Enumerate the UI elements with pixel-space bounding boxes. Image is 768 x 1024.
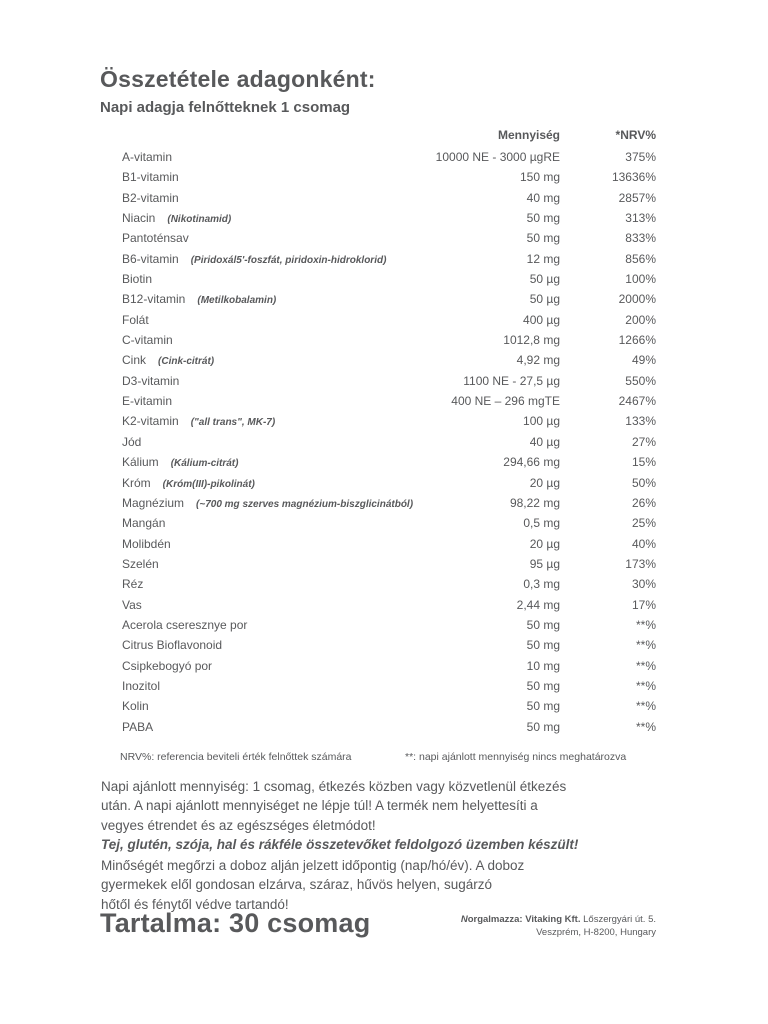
ingredient-nrv: 17% [631,597,656,612]
ingredient-amount: 10 mg [526,658,560,673]
ingredient-name-cell [122,228,430,248]
storage-paragraph [101,856,701,914]
ingredient-note: ("all trans", MK-7) [190,417,276,429]
page-subtitle: Napi adagja felnőtteknek 1 csomag [100,99,351,116]
ingredient-nrv: 2000% [618,292,656,307]
ingredient-name: Szelén [122,556,159,571]
text-line: Minőségét megőrzi a doboz alján jelzett időpontig (nap/hó/év). A doboz [101,858,525,873]
ingredient-name: B2-vitamin [122,190,179,205]
footnote-asterisk: **: napi ajánlott mennyiség nincs meghatározva [405,751,627,763]
table-row [122,534,656,554]
ingredient-nrv: **% [635,678,656,693]
distributor-address2: Veszprém, H-8200, Hungary [536,927,656,938]
distributor-address1: Lőszergyári út. 5. [583,914,656,925]
ingredient-amount: 50 µg [529,272,560,287]
table-row [122,635,656,655]
ingredient-name-cell [122,188,430,208]
ingredient-name-cell [122,513,430,533]
ingredient-nrv: 2467% [618,394,656,409]
ingredient-name: Pantoténsav [122,231,189,246]
header-amount: Mennyiség [497,128,560,142]
text-line: gyermekek elől gondosan elzárva, száraz, hűvös helyen, sugárzó [101,877,492,893]
ingredient-nrv: 26% [631,495,656,510]
distributor-info [461,913,656,939]
ingredient-amount: 40 µg [529,434,560,449]
ingredient-name-cell [122,615,430,635]
text-line: vegyes étrendet és az egészséges életmódot! [101,817,376,833]
ingredients-table-body [122,147,656,737]
table-row [122,696,656,716]
ingredient-amount: 10000 NE - 3000 µgRE [435,150,560,164]
ingredient-nrv: 550% [625,373,656,388]
ingredient-nrv: 200% [625,312,656,327]
ingredient-name-cell [122,696,430,716]
ingredient-name: Csipkebogyó por [122,658,213,673]
ingredient-amount: 1012,8 mg [503,333,560,348]
table-row [122,554,656,574]
ingredient-nrv: 375% [625,150,656,164]
ingredient-name: Króm [122,475,151,490]
ingredient-note: (Piridoxál5'-foszfát, piridoxin-hidroklorid) [190,254,387,266]
ingredient-nrv: 49% [631,353,656,368]
ingredient-name: Niacin [122,211,156,226]
ingredient-name-cell [122,350,430,372]
ingredient-name: Vas [122,597,142,612]
ingredient-name-cell [122,330,430,350]
ingredient-amount: 400 µg [523,312,560,327]
ingredient-name: Biotin [122,272,153,287]
ingredient-nrv: 1266% [618,333,656,348]
ingredient-amount: 20 µg [529,536,560,551]
ingredient-nrv: 313% [625,211,656,226]
table-row [122,350,656,370]
header-nrv: *NRV% [615,128,656,142]
ingredient-nrv: **% [635,699,656,714]
ingredient-name-cell [122,167,430,187]
ingredient-amount: 50 mg [526,678,560,693]
table-row [122,411,656,431]
table-row [122,513,656,533]
ingredient-amount: 50 mg [526,231,560,246]
ingredient-nrv: **% [635,658,656,673]
ingredient-name: Réz [122,577,144,592]
ingredient-name: Cink [122,353,147,368]
ingredient-name: B12-vitamin [122,292,186,307]
table-row [122,391,656,411]
contents-title: Tartalma: 30 csomag [100,908,371,938]
ingredient-nrv: 40% [631,536,656,551]
ingredient-name: Kálium [122,455,159,470]
ingredient-amount: 0,5 mg [523,516,560,531]
table-row [122,269,656,289]
ingredient-name-cell [122,249,430,271]
ingredient-note: (~700 mg szerves magnézium-biszglicinátból) [196,498,414,510]
ingredient-amount: 150 mg [519,170,560,185]
ingredient-note: (Kálium-citrát) [170,458,239,470]
ingredient-name-cell [122,452,430,474]
ingredient-name: Magnézium [122,495,185,510]
ingredients-table-header [122,125,656,145]
ingredient-name-cell [122,432,430,452]
ingredient-name-cell [122,391,430,411]
ingredient-amount: 98,22 mg [509,495,560,510]
ingredient-name-cell [122,310,430,330]
text-line: után. A napi ajánlott mennyiséget ne lépje túl! A termék nem helyettesíti a [101,798,538,814]
ingredient-amount: 50 mg [526,699,560,714]
ingredient-name: Folát [122,312,149,327]
ingredient-note: (Cink-citrát) [158,356,215,368]
footnote-nrv: NRV%: referencia beviteli érték felnőttek számára [120,751,352,763]
ingredient-name-cell [122,595,430,615]
usage-paragraph [101,777,701,854]
ingredient-name-cell [122,574,430,594]
ingredient-name: E-vitamin [122,394,173,409]
table-row [122,595,656,615]
ingredient-note: (Nikotinamid) [167,214,232,226]
table-row [122,289,656,309]
ingredient-name: PABA [122,719,154,734]
table-row [122,188,656,208]
ingredient-name-cell [122,473,430,495]
table-row [122,676,656,696]
ingredient-name-cell [122,289,430,311]
ingredient-nrv: 13636% [611,170,656,185]
ingredient-amount: 4,92 mg [516,353,560,368]
ingredient-nrv: 173% [625,556,656,571]
ingredient-nrv: 833% [625,231,656,246]
ingredient-note: (Metilkobalamin) [197,295,277,307]
ingredient-nrv: 30% [631,577,656,592]
ingredient-nrv: 15% [631,455,656,470]
table-row [122,452,656,472]
table-row [122,330,656,350]
ingredient-name: Citrus Bioflavonoid [122,638,223,653]
ingredient-name-cell [122,717,430,737]
table-row [122,147,656,167]
ingredient-amount: 50 µg [529,292,560,307]
ingredient-amount: 0,3 mg [523,577,560,592]
table-row [122,208,656,228]
text-line: hőtől és fénytől védve tartandó! [101,896,289,912]
table-row [122,249,656,269]
ingredient-amount: 50 mg [526,617,560,632]
ingredient-amount: 400 NE – 296 mgTE [451,394,560,409]
ingredient-nrv: 25% [631,516,656,531]
table-row [122,615,656,635]
text-line: Napi ajánlott mennyiség: 1 csomag, étkezés közben vagy közvetlenül étkezés [101,779,567,794]
ingredient-name-cell [122,656,430,676]
ingredient-name: C-vitamin [122,333,173,348]
ingredient-name-cell [122,554,430,574]
ingredient-amount: 1100 NE - 27,5 µg [463,373,560,388]
ingredient-name-cell [122,371,430,391]
distributor-name: Vitaking Kft. [525,914,581,925]
ingredient-amount: 50 mg [526,211,560,226]
table-row [122,493,656,513]
ingredient-name-cell [122,147,430,167]
table-row [122,473,656,493]
ingredient-name: K2-vitamin [122,414,179,429]
ingredient-nrv: **% [635,719,656,734]
page-title: Összetétele adagonként: [100,66,376,92]
ingredient-amount: 294,66 mg [503,455,560,470]
ingredient-nrv: 50% [631,475,656,490]
table-row [122,656,656,676]
ingredient-name: Jód [122,434,142,449]
ingredient-amount: 50 mg [526,638,560,653]
ingredient-name-cell [122,635,430,655]
distributor-label: Norgalmazza: [460,914,523,925]
ingredient-nrv: 2857% [618,190,656,205]
ingredient-name: Acerola cseresznye por [122,617,248,632]
ingredient-name: A-vitamin [122,150,173,164]
table-row [122,432,656,452]
ingredient-name-cell [122,493,430,515]
distributor-line1 [461,913,656,926]
ingredient-amount: 100 µg [523,414,560,429]
table-row [122,228,656,248]
ingredient-note: (Króm(III)-pikolinát) [162,478,255,490]
ingredient-name: Mangán [122,516,166,531]
ingredient-nrv: 27% [631,434,656,449]
ingredient-amount: 12 mg [526,251,560,266]
ingredient-amount: 40 mg [526,190,560,205]
table-row [122,717,656,737]
ingredient-name-cell [122,269,430,289]
ingredient-name-cell [122,208,430,230]
ingredient-name: B1-vitamin [122,170,179,185]
ingredient-name-cell [122,411,430,433]
ingredient-amount: 50 mg [526,719,560,734]
usage-lines [101,777,701,835]
allergen-note: Tej, glutén, szója, hal és rákféle összetevőket feldolgozó üzemben készült! [101,836,579,852]
ingredient-name: B6-vitamin [122,251,179,266]
ingredient-name-cell [122,534,430,554]
ingredient-name: D3-vitamin [122,373,180,388]
ingredient-name: Kolin [122,699,149,714]
table-row [122,574,656,594]
ingredient-amount: 95 µg [529,556,560,571]
ingredient-amount: 20 µg [529,475,560,490]
ingredient-name: Inozitol [122,678,161,693]
table-row [122,371,656,391]
ingredient-amount: 2,44 mg [516,597,560,612]
table-row [122,167,656,187]
ingredient-name-cell [122,676,430,696]
ingredient-nrv: 133% [625,414,656,429]
table-row [122,310,656,330]
ingredient-nrv: 100% [625,272,656,287]
ingredient-name: Molibdén [122,536,171,551]
ingredient-nrv: **% [635,617,656,632]
ingredient-nrv: **% [635,638,656,653]
ingredient-nrv: 856% [625,251,656,266]
